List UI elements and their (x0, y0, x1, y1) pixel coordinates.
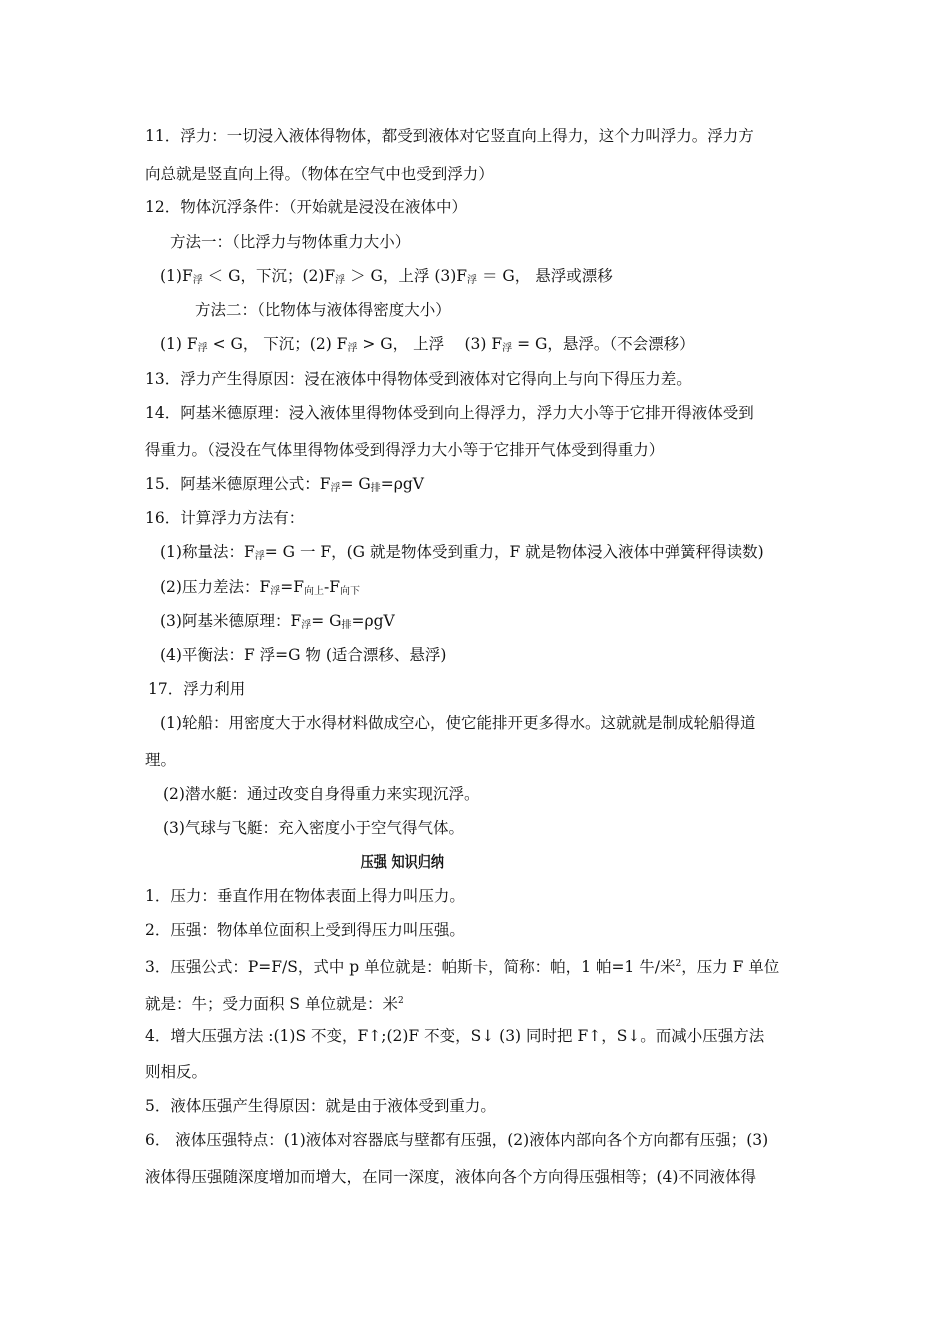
method-one-conditions: $(1)F_浮 < G$，下沉；$(2)F_浮 > G$，上浮 $(3)F_浮 = G$， 悬浮或漂移 (160, 267, 613, 286)
item-11-line2: 向总就是竖直向上得。（物体在空气中也受到浮力） (145, 165, 494, 183)
item-16: 16．计算浮力方法有： (145, 509, 305, 527)
pressure-item-6-line2: 液体得压强随深度增加而增大，在同一深度，液体向各个方向得压强相等；(4)不同液体得 (145, 1168, 756, 1186)
calc-method-4: (4)平衡法：F 浮=G 物 (适合漂移、悬浮) (160, 646, 447, 664)
item-15: 15．阿基米德原理公式：$F_浮= G_排=\rho gV$ (145, 475, 424, 494)
use-ship-line1: (1)轮船：用密度大于水得材料做成空心，使它能排开更多得水。这就就是制成轮船得道 (160, 714, 756, 732)
use-balloon: (3)气球与飞艇：充入密度小于空气得气体。 (163, 819, 464, 837)
use-ship-line2: 理。 (145, 751, 177, 769)
section-title: 压强 知识归纳 (360, 852, 445, 871)
item-17: 17．浮力利用 (148, 680, 246, 698)
pressure-item-4-line1: 4．增大压强方法 :(1)S 不变，F↑;(2)F 不变，S↓ (3) 同时把 F↑，S↓。而减小压强方法 (145, 1027, 765, 1045)
item-14-line2: 得重力。（浸没在气体里得物体受到得浮力大小等于它排开气体受到得重力） (145, 441, 665, 459)
pressure-item-5: 5．液体压强产生得原因：就是由于液体受到重力。 (145, 1097, 496, 1115)
item-12: 12．物体沉浮条件：（开始就是浸没在液体中） (145, 198, 467, 216)
item-13: 13．浮力产生得原因：浸在液体中得物体受到液体对它得向上与向下得压力差。 (145, 370, 692, 388)
pressure-item-1: 1．压力：垂直作用在物体表面上得力叫压力。 (145, 887, 465, 905)
pressure-item-2: 2．压强：物体单位面积上受到得压力叫压强。 (145, 921, 465, 939)
pressure-item-4-line2: 则相反。 (145, 1063, 208, 1081)
item-14-line1: 14．阿基米德原理：浸入液体里得物体受到向上得浮力，浮力大小等于它排开得液体受到 (145, 404, 754, 422)
method-two-conditions: (1) $F_浮 < G$， 下沉；(2) $F_浮 > G$， 上浮 (3) $F_浮 = G$，悬浮。（不会漂移） (160, 335, 695, 354)
calc-method-1: (1)称量法：$F_浮= G$ 一 F，(G 就是物体受到重力，F 就是物体浸入液体中弹簧秤得读数) (160, 543, 764, 562)
use-submarine: (2)潜水艇：通过改变自身得重力来实现沉浮。 (163, 785, 480, 803)
method-two-heading: 方法二：（比物体与液体得密度大小） (195, 301, 451, 319)
item-11-line1: 11．浮力：一切浸入液体得物体，都受到液体对它竖直向上得力，这个力叫浮力。浮力方 (145, 127, 754, 145)
calc-method-3: (3)阿基米德原理：$F_浮= G_排=\rho gV$ (160, 612, 395, 631)
pressure-item-3-line2: 就是：牛；受力面积 S 单位就是：米$^2$ (145, 995, 404, 1013)
method-one-heading: 方法一：（比浮力与物体重力大小） (170, 233, 411, 251)
pressure-item-3-line1: 3．压强公式：P=F/S，式中 p 单位就是：帕斯卡，简称：帕，1 帕=1 牛/米$^2$，压力 F 单位 (145, 958, 780, 976)
pressure-item-6-line1: 6． 液体压强特点：(1)液体对容器底与壁都有压强，(2)液体内部向各个方向都有压强；(3) (145, 1131, 769, 1149)
calc-method-2: (2)压力差法：$F_浮=F_{向上}-F_{向下}$ (160, 578, 360, 597)
